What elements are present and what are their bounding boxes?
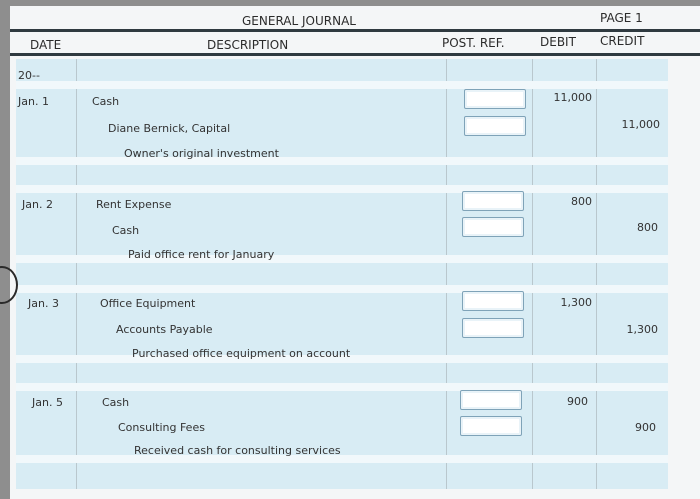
row-stripe xyxy=(16,185,668,193)
post-ref-input-credit[interactable] xyxy=(462,318,524,338)
credit-account: Consulting Fees xyxy=(118,421,205,434)
debit-amount: 800 xyxy=(571,195,592,208)
credit-amount: 1,300 xyxy=(626,323,658,336)
entry-date: Jan. 1 xyxy=(18,95,49,108)
post-ref-input-credit[interactable] xyxy=(464,116,526,136)
post-ref-input-credit[interactable] xyxy=(462,217,524,237)
journal-sheet xyxy=(10,6,700,499)
post-ref-input-debit[interactable] xyxy=(464,89,526,109)
header-top-rule xyxy=(10,29,700,32)
entry-explanation: Received cash for consulting services xyxy=(134,444,341,457)
column-header-credit: CREDIT xyxy=(600,34,645,48)
credit-account: Diane Bernick, Capital xyxy=(108,122,231,135)
column-divider-description xyxy=(446,59,447,489)
entry-date: Jan. 2 xyxy=(22,198,53,211)
post-ref-input-debit[interactable] xyxy=(462,291,524,311)
debit-account: Rent Expense xyxy=(96,198,172,211)
row-stripe xyxy=(16,383,668,391)
debit-account: Office Equipment xyxy=(100,297,196,310)
column-header-debit: DEBIT xyxy=(540,35,576,49)
debit-amount: 1,300 xyxy=(560,296,592,309)
column-header-post-ref: POST. REF. xyxy=(442,36,505,50)
credit-amount: 900 xyxy=(635,421,656,434)
column-header-description: DESCRIPTION xyxy=(207,38,289,52)
column-divider-debit xyxy=(596,59,597,489)
row-stripe xyxy=(16,455,668,463)
row-stripe xyxy=(16,157,668,165)
journal-body xyxy=(16,59,668,489)
column-divider-date xyxy=(76,59,77,489)
column-header-date: DATE xyxy=(30,38,62,52)
entry-explanation: Purchased office equipment on account xyxy=(132,347,351,360)
page-number: PAGE 1 xyxy=(600,11,643,25)
post-ref-input-credit[interactable] xyxy=(460,416,522,436)
entry-explanation: Owner's original investment xyxy=(124,147,279,160)
credit-account: Accounts Payable xyxy=(116,323,213,336)
post-ref-input-debit[interactable] xyxy=(460,390,522,410)
header-bottom-rule xyxy=(10,53,700,56)
entry-date: Jan. 5 xyxy=(32,396,63,409)
column-divider-post-ref xyxy=(532,59,533,489)
debit-amount: 11,000 xyxy=(553,91,592,104)
debit-account: Cash xyxy=(92,95,120,108)
entry-date: Jan. 3 xyxy=(28,297,59,310)
credit-account: Cash xyxy=(112,224,140,237)
journal-title: GENERAL JOURNAL xyxy=(242,14,356,28)
debit-account: Cash xyxy=(102,396,130,409)
credit-amount: 11,000 xyxy=(621,118,660,131)
debit-amount: 900 xyxy=(567,395,588,408)
post-ref-input-debit[interactable] xyxy=(462,191,524,211)
year-label: 20-- xyxy=(18,69,40,82)
row-stripe xyxy=(16,255,668,263)
row-stripe xyxy=(16,285,668,293)
entry-explanation: Paid office rent for January xyxy=(128,248,275,261)
row-stripe xyxy=(16,81,668,89)
credit-amount: 800 xyxy=(637,221,658,234)
